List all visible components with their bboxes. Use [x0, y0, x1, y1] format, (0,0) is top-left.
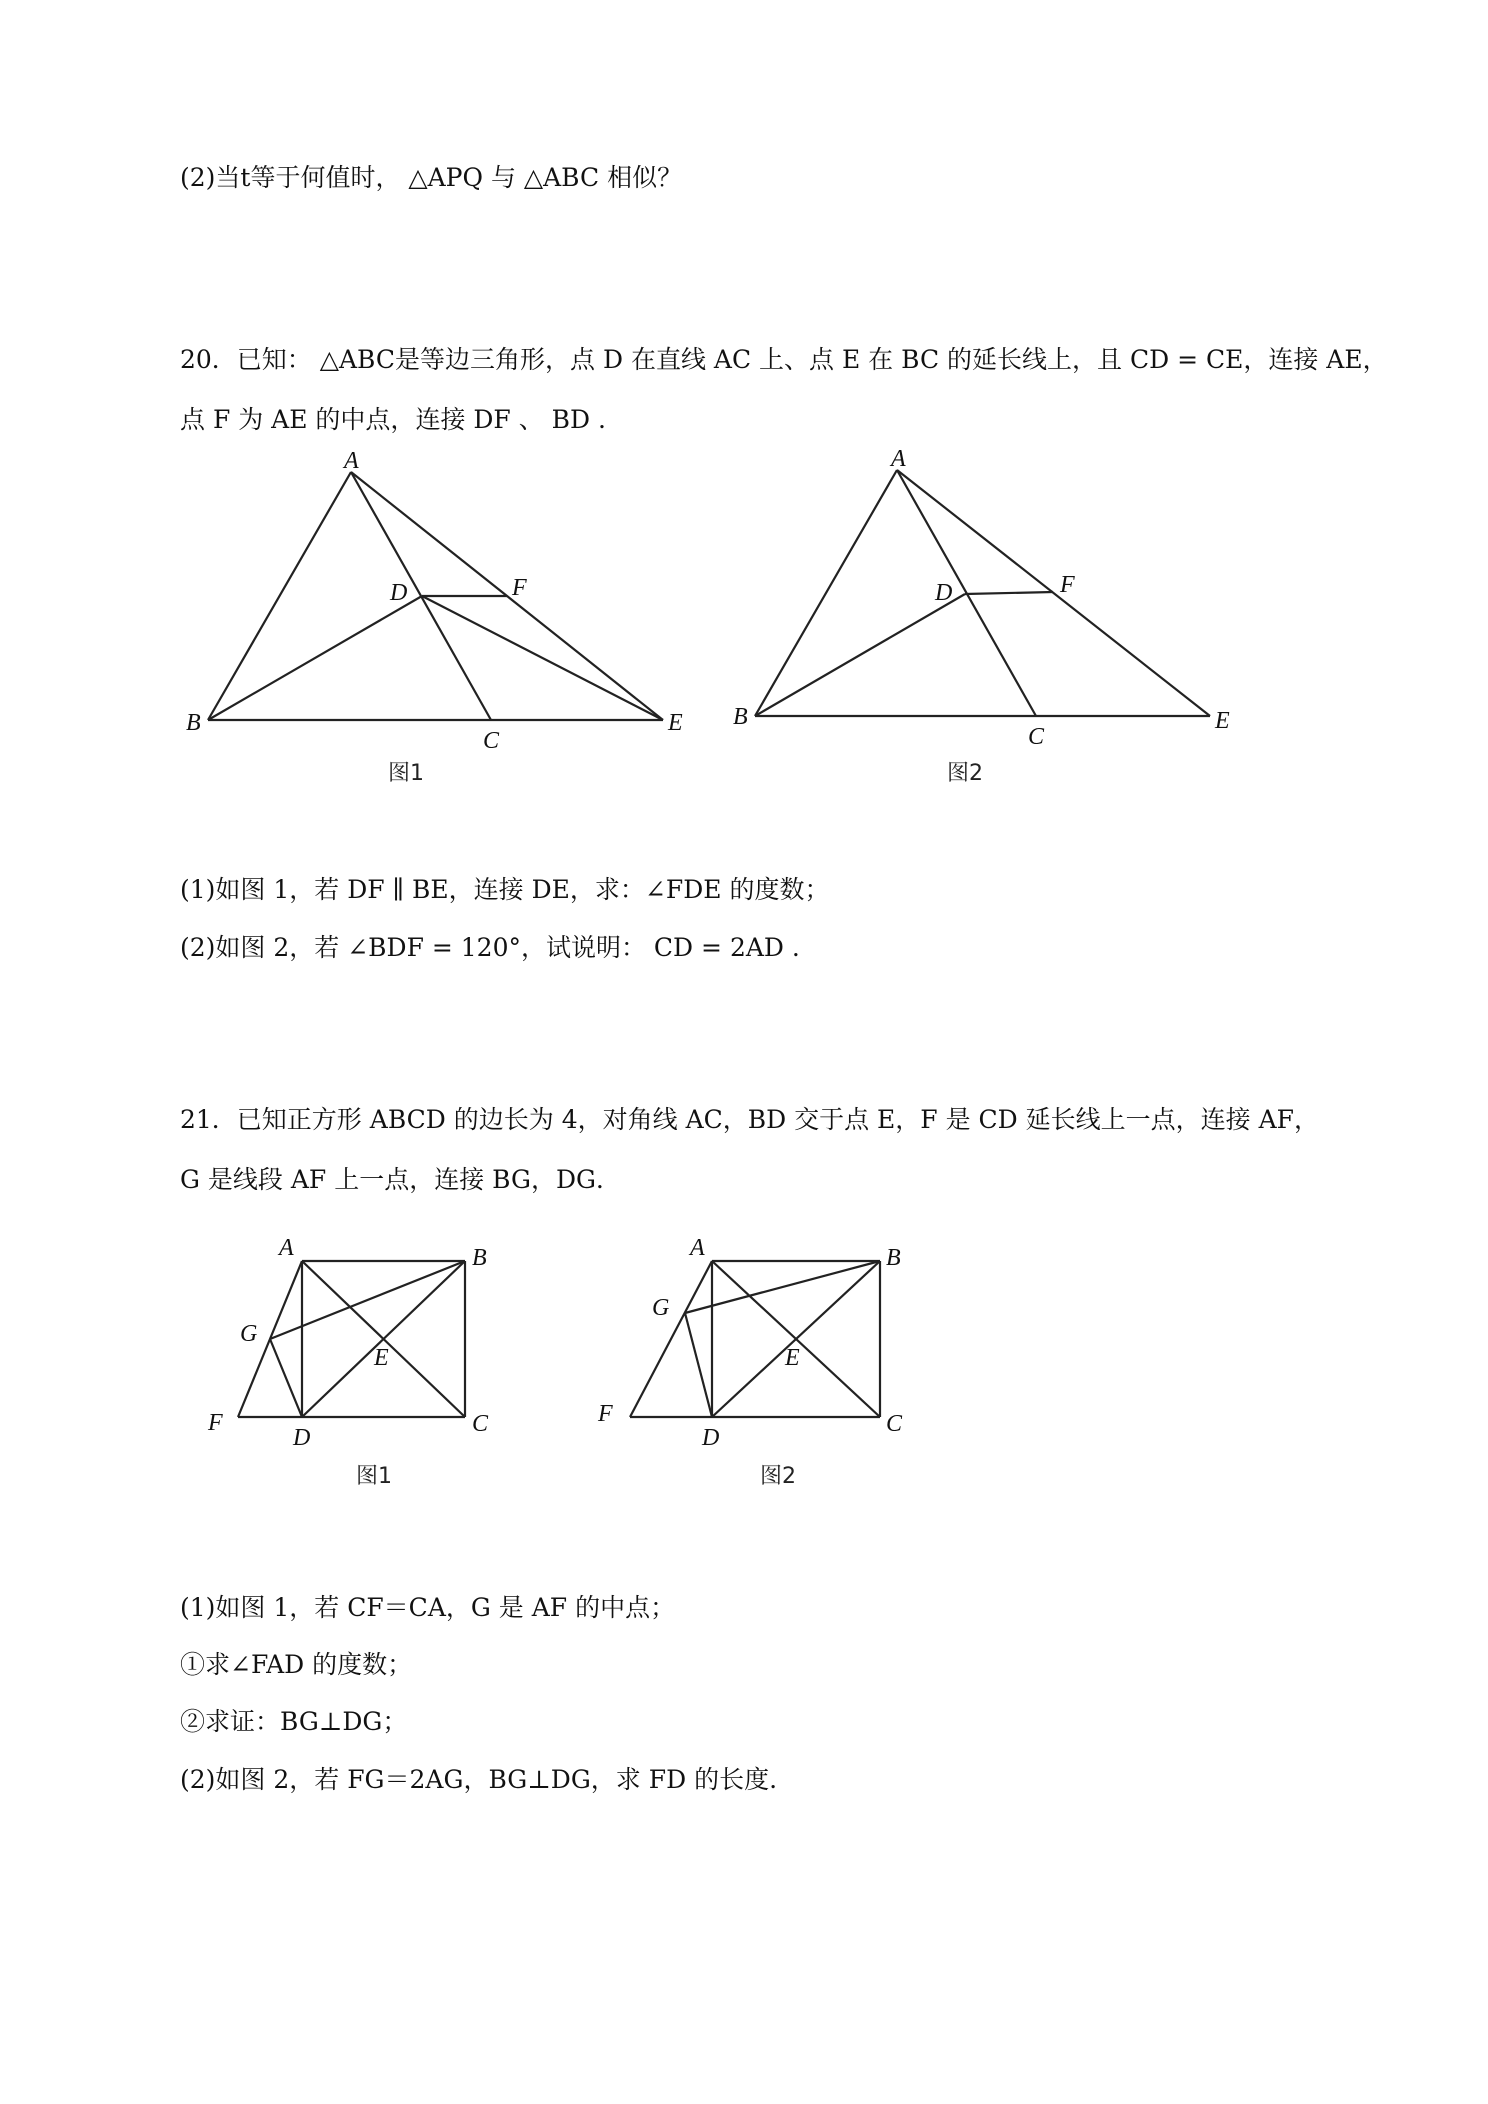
q21-sub1-text: ①求∠FAD 的度数；: [180, 1650, 413, 1679]
q20-f2-caption: 图2: [947, 761, 983, 786]
q21-statement-line2: G 是线段 AF 上一点，连接 BG，DG．: [180, 1165, 621, 1194]
q20-f2-label-a: A: [891, 446, 906, 472]
q20-f1-label-c: C: [483, 728, 500, 754]
q20-part1-text: (1)如图 1，若 DF ∥ BE，连接 DE，求：∠FDE 的度数；: [180, 875, 830, 904]
q21-part1-text: (1)如图 1，若 CF＝CA，G 是 AF 的中点；: [180, 1593, 676, 1622]
q21-f2-label-e: E: [785, 1345, 800, 1371]
q20-f1-label-d: D: [390, 580, 408, 606]
q21-f1-label-e: E: [374, 1345, 389, 1371]
q21-statement-line1: 21．已知正方形 ABCD 的边长为 4，对角线 AC，BD 交于点 E，F 是 CD 延长线上一点，连接 AF，: [180, 1105, 1320, 1134]
q20-f1-label-f: F: [512, 575, 527, 601]
q20-f1-label-b: B: [186, 710, 201, 736]
q21-f1-label-f: F: [208, 1410, 223, 1436]
q21-f1-label-c: C: [472, 1411, 489, 1437]
q21-f2-label-d: D: [702, 1425, 720, 1451]
q21-part2-text: (2)如图 2，若 FG＝2AG，BG⊥DG，求 FD 的长度.: [180, 1765, 778, 1794]
q19-part2-text: (2)当t等于何值时， △APQ 与 △ABC 相似？: [180, 163, 683, 192]
q21-f2-caption: 图2: [760, 1464, 796, 1489]
q21-f1-label-a: A: [279, 1235, 294, 1261]
q21-figure-2-svg: [590, 1235, 910, 1495]
q21-f2-label-g: G: [652, 1295, 670, 1321]
q21-f1-caption: 图1: [356, 1464, 392, 1489]
q20-f2-label-f: F: [1060, 572, 1075, 598]
q21-sub2-text: ②求证：BG⊥DG；: [180, 1707, 408, 1736]
q21-figure-1: [200, 1235, 500, 1495]
q20-f2-label-c: C: [1028, 724, 1045, 750]
q21-f1-label-d: D: [293, 1425, 311, 1451]
q20-f2-label-e: E: [1215, 708, 1230, 734]
q20-f2-label-b: B: [733, 704, 748, 730]
q21-figure-1-svg: [200, 1235, 500, 1495]
q20-statement-line1: 20．已知： △ABC是等边三角形，点 D 在直线 AC 上、点 E 在 BC 的延长线上，且 CD = CE，连接 AE，: [180, 345, 1388, 374]
q20-figure-1: [180, 440, 700, 800]
q21-f2-label-c: C: [886, 1411, 903, 1437]
q21-f2-label-f: F: [598, 1401, 613, 1427]
q21-f2-label-b: B: [886, 1245, 901, 1271]
q20-f2-label-d: D: [935, 580, 953, 606]
q20-f1-label-e: E: [668, 710, 683, 736]
q20-part2-text: (2)如图 2，若 ∠BDF = 120°，试说明： CD = 2AD .: [180, 933, 800, 962]
q21-f1-label-g: G: [240, 1321, 258, 1347]
q20-statement-line2: 点 F 为 AE 的中点，连接 DF 、 BD .: [180, 405, 606, 434]
q20-figure-1-svg: [180, 440, 700, 800]
q20-figure-2-svg: [725, 440, 1245, 800]
q21-f2-label-a: A: [690, 1235, 705, 1261]
q20-f1-caption: 图1: [388, 761, 424, 786]
q21-f1-label-b: B: [472, 1245, 487, 1271]
q21-figure-2: [590, 1235, 910, 1495]
q20-f1-label-a: A: [344, 448, 359, 474]
q20-figure-2: [725, 440, 1245, 800]
